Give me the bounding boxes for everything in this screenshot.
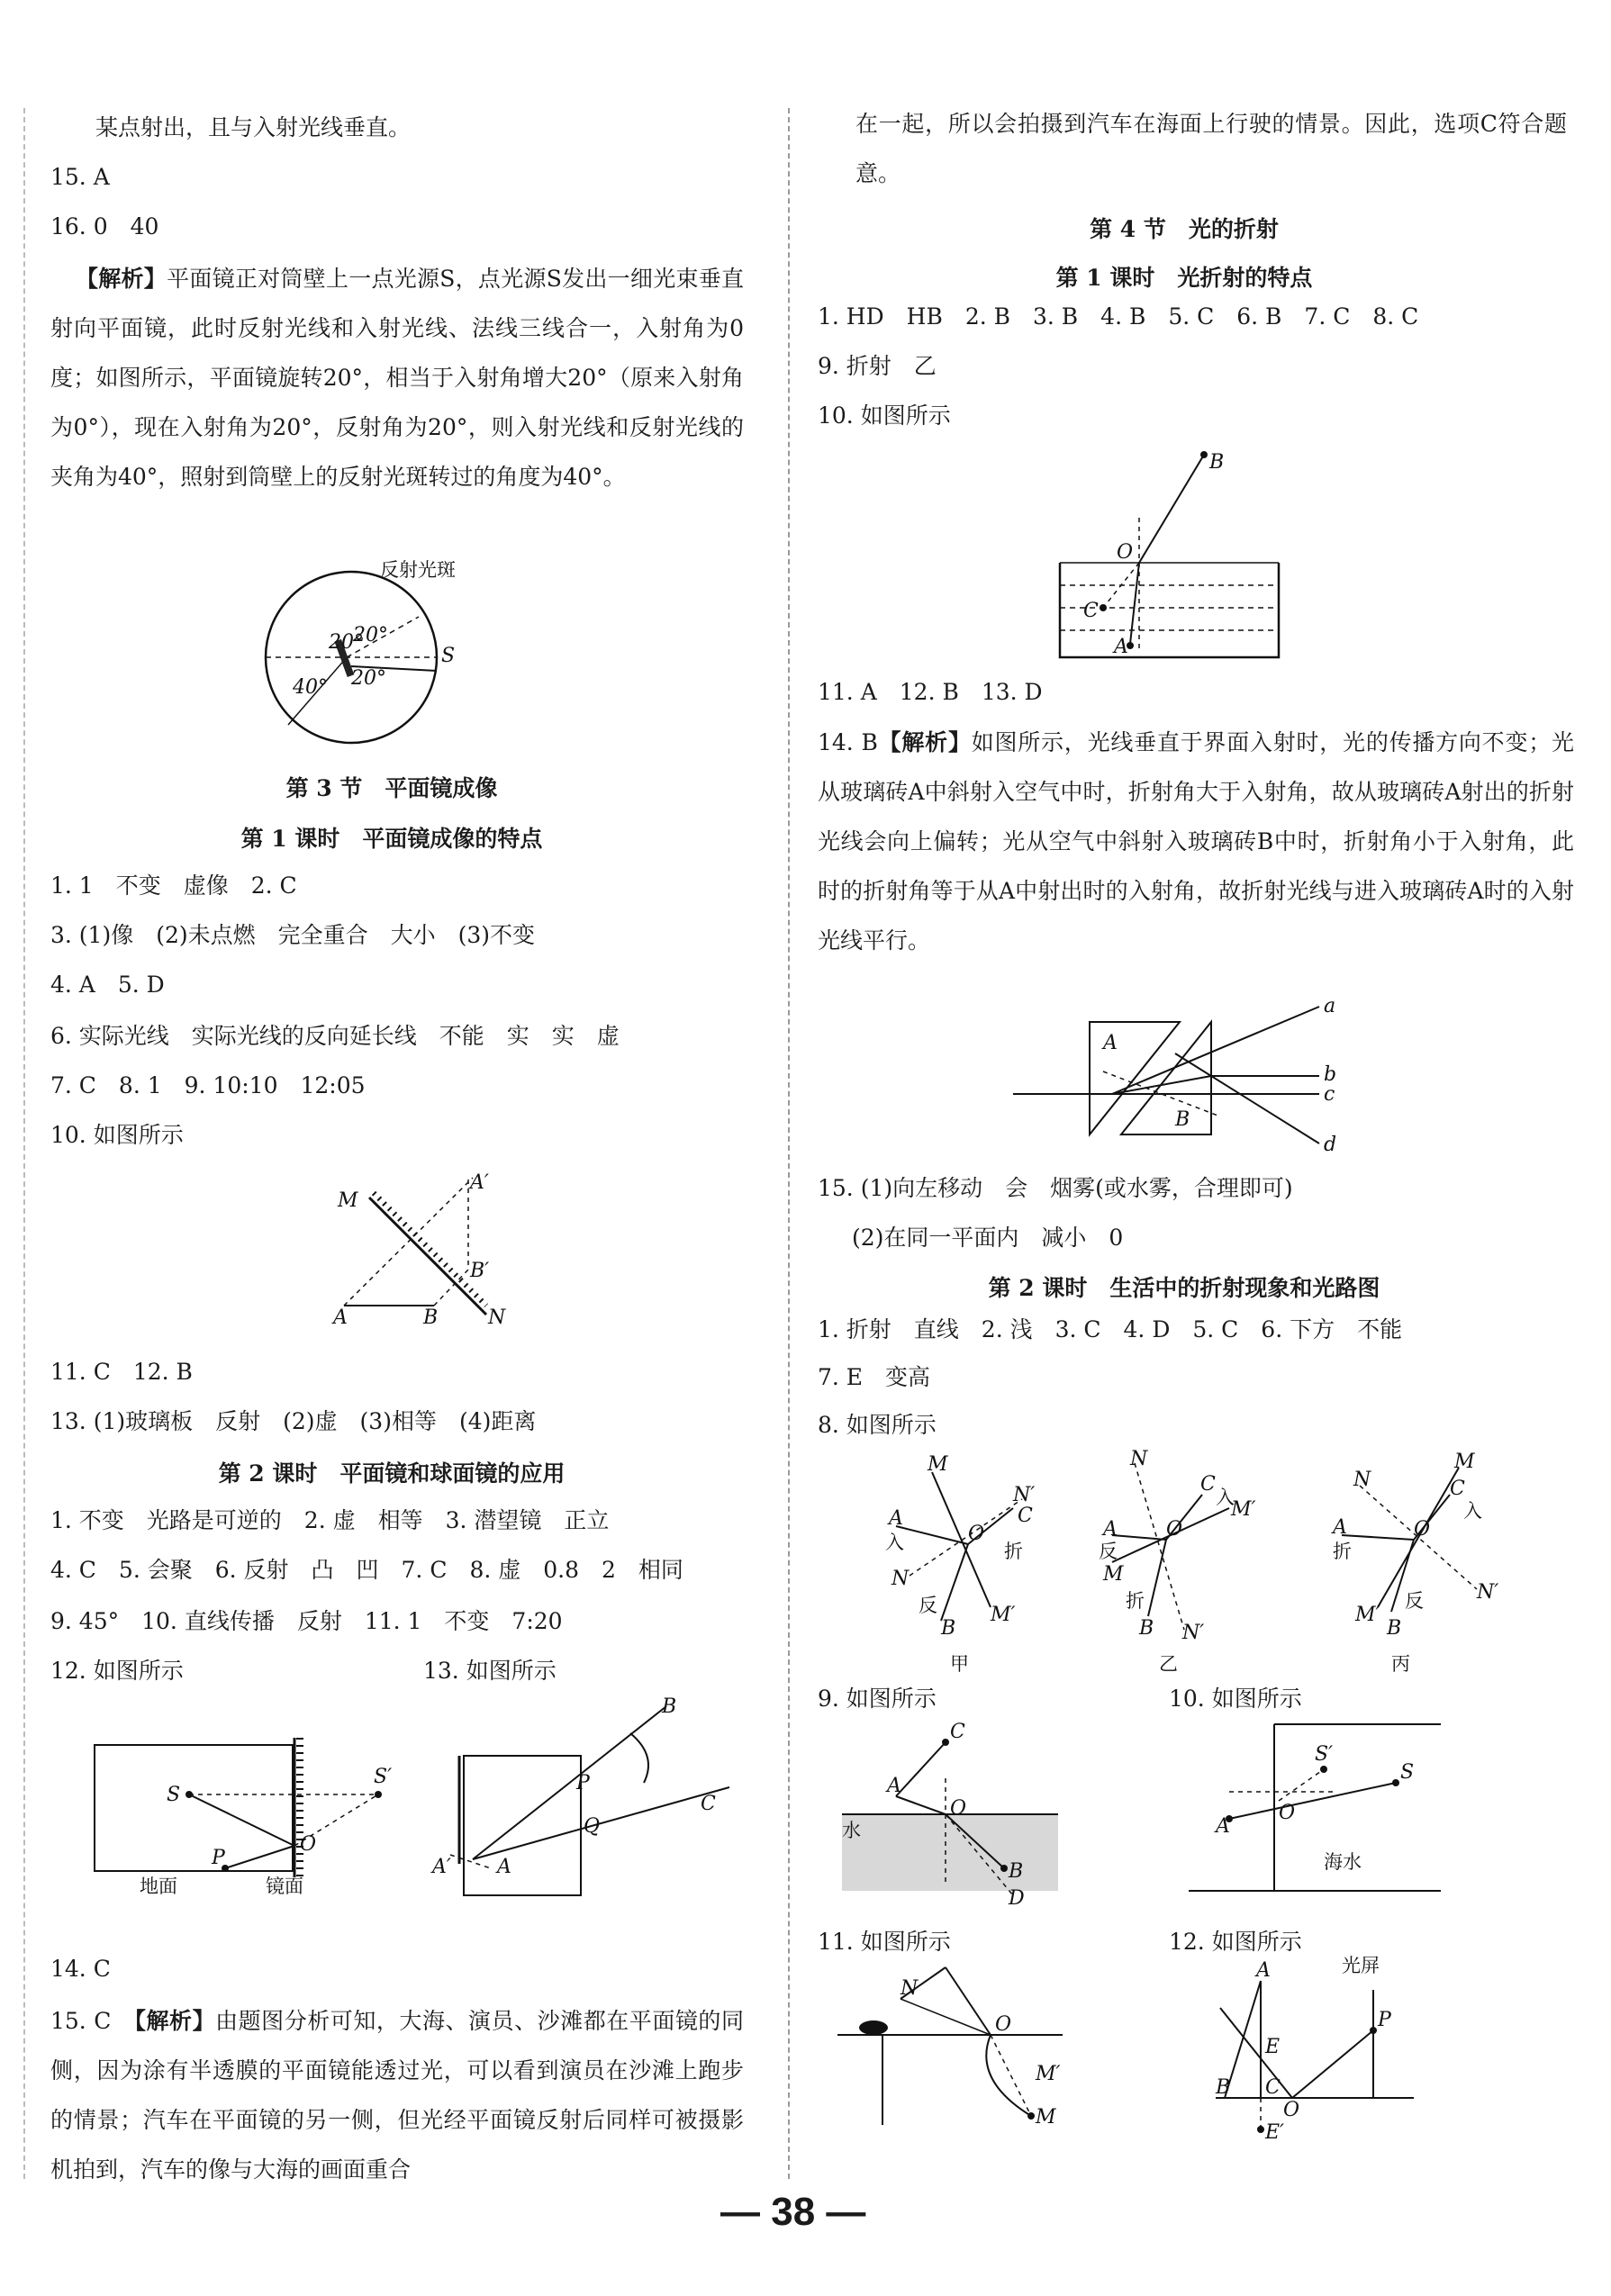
analysis-text: 由题图分析可知，大海、演员、沙滩都在平面镜的同侧，因为涂有半透膜的平面镜能透过光，可以看到演员在沙滩上跑步的情景；汽车在平面镜的另一侧，但光经平面镜反射后同样可被摄影机拍到，汽车的像与大海的画面重合 [50, 2008, 744, 2183]
svg-text:折: 折 [1333, 1541, 1352, 1562]
incident [1220, 2008, 1292, 2098]
answer-line: 11. 如图所示 [818, 1929, 951, 1955]
label-s: S [167, 1784, 181, 1806]
answer-line: 12. 如图所示 [1169, 1929, 1302, 1955]
column-divider [788, 108, 790, 2179]
answer-line: 8. 如图所示 [818, 1412, 937, 1438]
virtual [1279, 1769, 1324, 1801]
analysis-14 [818, 718, 1574, 965]
point-s-prime [375, 1791, 382, 1798]
section-4-lesson-1: 第 1 课时 光折射的特点 [1055, 265, 1313, 291]
answer-line: 15. (1)向左移动 会 烟雾(或水雾，合理即可) [818, 1175, 1293, 1201]
label-sea: 海水 [1324, 1851, 1362, 1873]
svg-text:N: N [1353, 1469, 1371, 1491]
label-ray-a: a [1324, 995, 1336, 1017]
svg-text:B: B [1387, 1617, 1402, 1640]
figure-16-circle [261, 558, 531, 756]
ray [946, 1967, 991, 2035]
answer-line: 9. 45° 10. 直线传播 反射 11. 1 不变 7:20 [50, 1608, 563, 1634]
point-s-prime [1320, 1766, 1327, 1773]
point-p [1370, 2027, 1377, 2034]
svg-text:M′: M′ [991, 1604, 1016, 1626]
label-b: B [1216, 2076, 1231, 2099]
diagram-bing [1331, 1451, 1498, 1675]
answer-line: 1. 1 不变 虚像 2. C [50, 872, 297, 899]
ray-eye [896, 1796, 946, 1814]
ray-b [473, 1706, 666, 1859]
label-b: B [662, 1695, 677, 1718]
label-screen: 光屏 [1342, 1955, 1380, 1976]
ray-c [896, 1742, 946, 1796]
label-c: C [1083, 600, 1099, 622]
section-3-lesson-2: 第 2 课时 平面镜和球面镜的应用 [218, 1460, 566, 1487]
label-n: N [488, 1306, 506, 1329]
label-b-prime: B′ [470, 1260, 490, 1282]
point-s [186, 1791, 193, 1798]
label-o: O [995, 2013, 1012, 2036]
answer-line: 11. C 12. B [50, 1359, 193, 1385]
label-o: O [1117, 541, 1134, 564]
label-b: B [1009, 1860, 1024, 1883]
answer-15: 15. A [50, 164, 110, 190]
svg-text:B: B [1139, 1617, 1154, 1640]
svg-text:M′: M′ [1355, 1604, 1380, 1626]
label-water: 水 [842, 1820, 861, 1841]
figure-10r-sea [1189, 1720, 1459, 1900]
svg-text:N: N [891, 1568, 910, 1590]
label-s: S [441, 645, 456, 667]
ray [1229, 1783, 1396, 1819]
answer-16: 16. 0 40 [50, 213, 159, 240]
figure-10-mirror [333, 1171, 603, 1329]
label-a: A [333, 1306, 348, 1329]
label-c: C [701, 1793, 716, 1815]
section-3-lesson-1: 第 1 课时 平面镜成像的特点 [240, 826, 543, 852]
figure-9-eye-water [842, 1721, 1076, 1910]
answer-line: 1. 不变 光路是可逆的 2. 虚 相等 3. 潜望镜 正立 [50, 1507, 610, 1533]
answer-line: 6. 实际光线 实际光线的反向延长线 不能 实 实 虚 [50, 1023, 620, 1049]
answer-line: 12. 如图所示 [50, 1658, 184, 1684]
incident [189, 1794, 294, 1846]
answer-line: 10. 如图所示 [1169, 1686, 1302, 1712]
point-s [1392, 1779, 1399, 1786]
label-a: A [1256, 1959, 1271, 1982]
water [842, 1814, 1058, 1891]
answer-line: 7. E 变高 [818, 1364, 931, 1390]
label-c: C [1265, 2076, 1281, 2099]
label-m: M [338, 1189, 358, 1212]
svg-text:反: 反 [1405, 1590, 1424, 1612]
virtual [991, 2035, 1031, 2116]
svg-text:A: A [1103, 1518, 1118, 1541]
svg-text:O: O [968, 1523, 985, 1545]
label-b: B [423, 1306, 439, 1329]
answer-line: 1. 折射 直线 2. 浅 3. C 4. D 5. C 6. 下方 不能 [818, 1316, 1403, 1342]
svg-text:A: A [1333, 1516, 1347, 1539]
point-c [1100, 604, 1107, 611]
svg-text:丙: 丙 [1391, 1653, 1410, 1675]
answer-line: 13. 如图所示 [423, 1658, 557, 1684]
page-number: — 38 — [720, 2190, 866, 2234]
label-ground: 地面 [140, 1876, 177, 1897]
text-line: 某点射出，且与入射光线垂直。 [95, 114, 412, 140]
figure-r10-water [1058, 446, 1292, 662]
analysis-text: 平面镜正对筒壁上一点光源S，点光源S发出一细光束垂直射向平面镜，此时反射光线和入射光线、法线三线合一，入射角为0度；如图所示，平面镜旋转20°，相当于入射角增大20°（原来入射角为0°），现在入射角为20°，反射角为20°，则入射光线和反射光线的夹角为40°，照射到筒壁上的反射光斑转过的角度为40°。 [50, 266, 744, 490]
label-a: A [497, 1856, 511, 1878]
ray2 [901, 1999, 991, 2035]
analysis-15 [50, 1996, 744, 2194]
svg-text:折: 折 [1126, 1590, 1145, 1612]
label-a: A [887, 1775, 901, 1797]
incident [1139, 455, 1204, 563]
svg-text:N: N [1130, 1448, 1148, 1470]
svg-text:M: M [1103, 1563, 1124, 1586]
analysis-tag: 【解析】 [134, 2008, 216, 2034]
wall [464, 1756, 581, 1895]
diagram-jia [885, 1453, 1035, 1675]
analysis-tag: 【解析】 [877, 729, 972, 755]
analysis-prefix: 14. B [818, 729, 878, 755]
figure-12-mirror [86, 1702, 428, 1897]
point-b [1200, 451, 1208, 458]
answer-line: 10. 如图所示 [818, 402, 951, 429]
label-n: N [901, 1977, 919, 2000]
ray-a [1112, 1007, 1319, 1094]
answer-line: 4. A 5. D [50, 972, 165, 998]
svg-text:M′: M′ [1231, 1498, 1256, 1521]
label-m: M [1036, 2106, 1056, 2129]
figure-8-three [878, 1448, 1580, 1679]
label-a: A [1216, 1815, 1230, 1838]
figure-11r-periscope [837, 1963, 1108, 2129]
label-p: P [1378, 2009, 1391, 2031]
reflected [1292, 2030, 1373, 2098]
answer-line: 4. C 5. 会聚 6. 反射 凸 凹 7. C 8. 虚 0.8 2 相同 [50, 1557, 683, 1583]
section-4-lesson-2: 第 2 课时 生活中的折射现象和光路图 [988, 1275, 1380, 1301]
svg-text:N′: N′ [1182, 1622, 1205, 1644]
label-ray-b: b [1324, 1063, 1337, 1086]
label-ray-c: c [1324, 1083, 1335, 1106]
label-o: O [1279, 1802, 1296, 1824]
answer-line: 11. A 12. B 13. D [818, 679, 1043, 705]
label-mirror: 镜面 [266, 1876, 303, 1897]
label-spot: 反射光斑 [380, 559, 456, 581]
point-b [1000, 1865, 1008, 1872]
svg-text:C: C [1450, 1478, 1465, 1500]
label-o: O [1283, 2099, 1300, 2121]
cylinder-circle [266, 572, 437, 743]
answer-line: (2)在同一平面内 减小 0 [852, 1225, 1124, 1251]
answer-line: 13. (1)玻璃板 反射 (2)虚 (3)相等 (4)距离 [50, 1408, 537, 1434]
room [95, 1745, 293, 1871]
analysis-text: 如图所示，光线垂直于界面入射时，光的传播方向不变；光从玻璃砖A中斜射入空气中时，折射角大于入射角，故从玻璃砖A射出的折射光线会向上偏转；光从空气中斜射入玻璃砖B中时，折射角小于入射角，此时的折射角等于从A中射出时的入射角，故折射光线与进入玻璃砖A时的入射光线平行。 [818, 729, 1574, 954]
svg-text:M: M [1454, 1451, 1475, 1473]
svg-text:C: C [1200, 1473, 1216, 1496]
label-ray-d: d [1324, 1134, 1337, 1156]
svg-text:O: O [1414, 1518, 1431, 1541]
svg-text:C: C [1018, 1505, 1033, 1527]
label-s: S [1400, 1761, 1415, 1784]
svg-text:反: 反 [919, 1595, 937, 1616]
svg-text:折: 折 [1004, 1541, 1023, 1562]
label-m-prime: M′ [1036, 2063, 1061, 2085]
svg-text:O: O [1166, 1518, 1183, 1541]
object [859, 2020, 888, 2035]
answer-line: 9. 如图所示 [818, 1686, 937, 1712]
section-3-title: 第 3 节 平面镜成像 [285, 775, 498, 801]
figure-13-periscope [396, 1693, 738, 1900]
analysis-16 [50, 254, 744, 502]
label-b: B [1209, 451, 1225, 474]
svg-text:入: 入 [1216, 1487, 1235, 1508]
angle-b: 20° [353, 624, 388, 646]
label-c: C [950, 1721, 965, 1743]
answer-line: 14. C [50, 1956, 111, 1982]
reflected [225, 1846, 294, 1868]
svg-text:甲: 甲 [950, 1653, 969, 1675]
page-edge-dashes [23, 108, 25, 2179]
point-e-prime [1257, 2126, 1264, 2133]
diagram-yi [1099, 1448, 1256, 1675]
answer-line: 9. 折射 乙 [818, 353, 937, 379]
svg-text:A: A [889, 1507, 903, 1530]
answer-line: 10. 如图所示 [50, 1122, 184, 1148]
label-o: O [300, 1833, 317, 1856]
svg-text:N′: N′ [1013, 1484, 1036, 1506]
answer-line: 7. C 8. 1 9. 10:10 12:05 [50, 1072, 366, 1098]
point-m [1027, 2112, 1035, 2120]
svg-text:反: 反 [1099, 1541, 1118, 1562]
virtual-line [344, 1178, 473, 1306]
label-s-prime: S′ [374, 1766, 393, 1788]
analysis-tag: 【解析】 [76, 266, 167, 292]
svg-text:乙: 乙 [1159, 1653, 1178, 1675]
ray-c [473, 1787, 729, 1859]
svg-text:入: 入 [885, 1532, 904, 1553]
label-e-prime: E′ [1265, 2121, 1285, 2144]
connect-b [434, 1270, 468, 1306]
mirror-hatch [374, 1193, 486, 1306]
label-p: P [212, 1847, 225, 1869]
figure-12r-screen [1216, 1954, 1486, 2143]
label-a-prime: A′ [432, 1856, 451, 1878]
ray-inner [1112, 1076, 1211, 1094]
svg-text:N′: N′ [1477, 1581, 1499, 1604]
answer-line: 1. HD HB 2. B 3. B 4. B 5. C 6. B 7. C 8. C [818, 303, 1419, 330]
point-c [942, 1739, 949, 1746]
label-b: B [1175, 1108, 1190, 1131]
refracted [1130, 563, 1139, 644]
label-s-prime: S′ [1315, 1743, 1334, 1766]
angle-a: 20° [329, 631, 364, 654]
answer-line: 3. (1)像 (2)未点燃 完全重合 大小 (3)不变 [50, 922, 536, 948]
ray-d [1175, 1053, 1319, 1143]
label-d: D [1009, 1887, 1025, 1910]
label-a-prime: A′ [470, 1171, 489, 1194]
svg-text:M: M [928, 1453, 948, 1476]
svg-text:入: 入 [1463, 1500, 1482, 1522]
label-q: Q [584, 1815, 601, 1838]
figure-r14-prisms [1013, 995, 1337, 1156]
label-o: O [950, 1797, 967, 1820]
curve [986, 2035, 1031, 2116]
label-e: E [1265, 2036, 1281, 2058]
angle-d: 20° [351, 667, 386, 690]
label-a: A [1114, 636, 1128, 658]
angle-c: 40° [293, 676, 328, 699]
label-a: A [1103, 1032, 1118, 1054]
section-4-title: 第 4 节 光的折射 [1090, 216, 1279, 242]
label-p: P [576, 1772, 590, 1794]
analysis-prefix: 15. C [50, 2008, 135, 2034]
text-line: 在一起，所以会拍摄到汽车在海面上行驶的情景。因此，选项C符合题意。 [855, 111, 1567, 186]
angle-arc [630, 1733, 648, 1783]
svg-text:B: B [941, 1617, 956, 1640]
